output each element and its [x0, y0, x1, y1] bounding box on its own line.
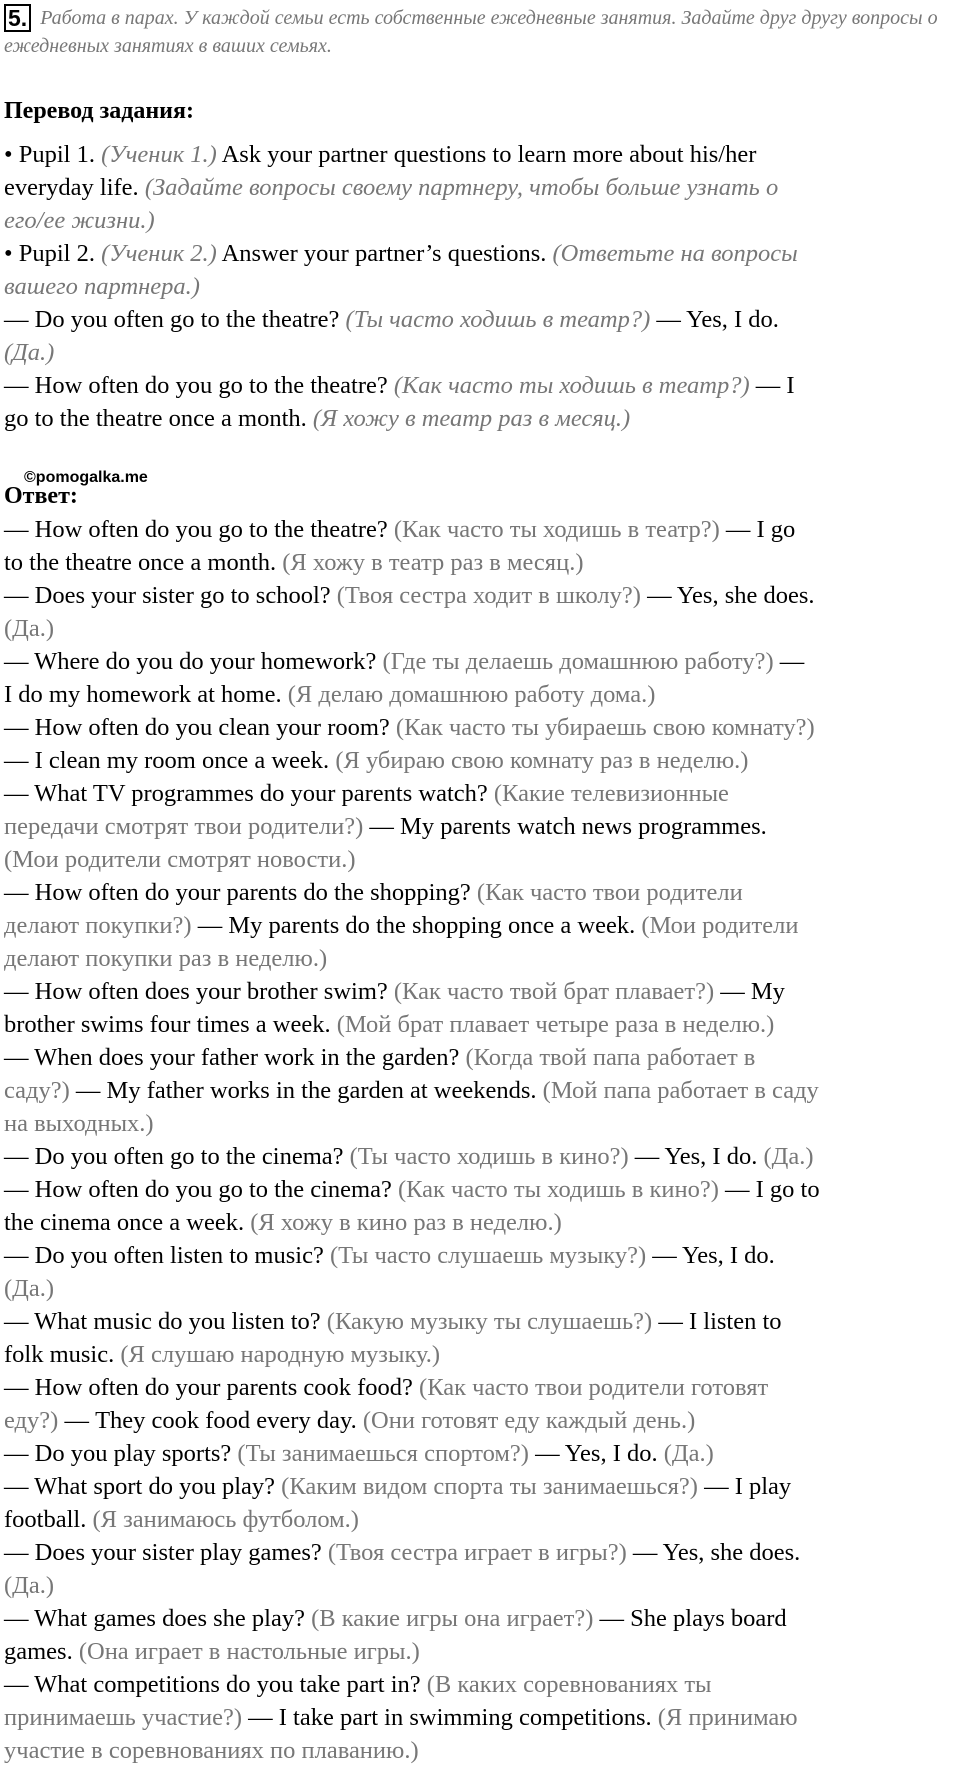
translation-line [4, 369, 956, 402]
english-text: — How often does your brother swim? [4, 978, 394, 1005]
english-text: — Yes, I do. [628, 1143, 764, 1170]
russian-translation: передачи смотрят твои родители?) [4, 813, 364, 840]
english-text: — Do you often go to the cinema? [4, 1143, 350, 1170]
russian-translation: (Да.) [4, 339, 55, 366]
english-text: — What games does she play? [4, 1605, 312, 1632]
english-text: — My parents do the shopping once a week. [191, 912, 642, 939]
english-text: football. [4, 1506, 93, 1533]
russian-translation: (Я принимаю [657, 1704, 798, 1731]
english-text: — Does your sister go to school? [4, 582, 337, 609]
translation-line [4, 237, 956, 270]
english-text: — Does your sister play games? [4, 1539, 328, 1566]
answer-line [4, 942, 956, 975]
translation-line [4, 270, 956, 303]
english-text: — My father works in the garden at weekends. [69, 1077, 543, 1104]
answer-line [4, 744, 956, 777]
english-text: — [773, 648, 805, 675]
russian-translation: (Они готовят еду каждый день.) [362, 1407, 696, 1434]
russian-translation: (Я убираю свою комнату раз в неделю.) [335, 747, 749, 774]
answer-line [4, 1074, 956, 1107]
english-text: — How often do you go to the cinema? [4, 1176, 398, 1203]
russian-translation: (Мои родители [641, 912, 799, 939]
watermark: ©pomogalka.me [24, 469, 148, 486]
answer-line [4, 645, 956, 678]
answer-line [4, 777, 956, 810]
russian-translation: (Ученик 1.) [101, 141, 217, 168]
answer-line [4, 1140, 956, 1173]
answer-line [4, 1305, 956, 1338]
english-text: — Do you often listen to music? [4, 1242, 330, 1269]
english-text: Ask your partner questions to learn more about his/her [216, 141, 757, 168]
english-text: folk music. [4, 1341, 121, 1368]
russian-translation: (Я делаю домашнюю работу дома.) [287, 681, 656, 708]
english-text: I do my homework at home. [4, 681, 288, 708]
answer-line [4, 579, 956, 612]
english-text: — They cook food every day. [58, 1407, 363, 1434]
answer-line [4, 1041, 956, 1074]
task-instruction: Работа в парах. У каждой семьи есть собственные ежедневные занятия. Задайте друг другу вопросы о ежедневных занятиях в ваших семьях. [4, 7, 938, 57]
russian-translation: (Какие телевизионные [493, 780, 729, 807]
answer-line [4, 1272, 956, 1305]
answer-line [4, 1536, 956, 1569]
russian-translation: (Ответьте на вопросы [552, 240, 798, 267]
russian-translation: (Ты часто слушаешь музыку?) [329, 1242, 647, 1269]
russian-translation: (Мои родители смотрят новости.) [4, 846, 356, 873]
english-text: — Yes, she does. [640, 582, 815, 609]
russian-translation: (Да.) [763, 1143, 814, 1170]
russian-translation: (Как часто ты ходишь в театр?) [393, 372, 750, 399]
english-text: — I listen to [652, 1308, 782, 1335]
russian-translation: делают покупки раз в неделю.) [4, 945, 328, 972]
russian-translation: участие в соревнованиях по плаванию.) [4, 1737, 419, 1764]
english-text: — What music do you listen to? [4, 1308, 327, 1335]
translation-line [4, 171, 956, 204]
russian-translation: на выходных.) [4, 1110, 154, 1137]
answer-line [4, 1173, 956, 1206]
english-text: — What TV programmes do your parents watch? [4, 780, 494, 807]
answer-line [4, 1206, 956, 1239]
answer-line [4, 1734, 956, 1767]
english-text: — When does your father work in the garden? [4, 1044, 466, 1071]
translation-block [4, 138, 956, 435]
english-text: brother swims four times a week. [4, 1011, 337, 1038]
russian-translation: еду?) [4, 1407, 59, 1434]
english-text: to the theatre once a month. [4, 549, 283, 576]
answer-line [4, 1239, 956, 1272]
russian-translation: (Да.) [4, 615, 55, 642]
english-text: — Where do you do your homework? [4, 648, 383, 675]
answer-line [4, 1008, 956, 1041]
english-text: — How often do you clean your room? [4, 714, 396, 741]
russian-translation: вашего партнера.) [4, 273, 200, 300]
answer-line [4, 1503, 956, 1536]
english-text: — How often do your parents cook food? [4, 1374, 420, 1401]
english-text: everyday life. [4, 174, 145, 201]
russian-translation: (Какую музыку ты слушаешь?) [326, 1308, 653, 1335]
russian-translation: (Задайте вопросы своему партнеру, чтобы больше узнать о [144, 174, 779, 201]
english-text: — Do you play sports? [4, 1440, 238, 1467]
english-text: • Pupil 2. [4, 240, 102, 267]
answer-line [4, 876, 956, 909]
russian-translation: (Я хожу в кино раз в неделю.) [250, 1209, 562, 1236]
english-text: — I clean my room once a week. [4, 747, 336, 774]
english-text: — My parents watch news programmes. [363, 813, 767, 840]
english-text: go to the theatre once a month. [4, 405, 313, 432]
russian-translation: (Как часто ты убираешь свою комнату?) [395, 714, 815, 741]
translation-line [4, 138, 956, 171]
russian-translation: его/ее жизни.) [4, 207, 155, 234]
russian-translation: (Мой папа работает в саду [542, 1077, 819, 1104]
answer-line [4, 1470, 956, 1503]
english-text: the cinema once a week. [4, 1209, 251, 1236]
russian-translation: (Твоя сестра ходит в школу?) [336, 582, 641, 609]
english-text: • Pupil 1. [4, 141, 102, 168]
english-text: — I [749, 372, 795, 399]
task-header [4, 4, 954, 60]
russian-translation: (Как часто ты ходишь в театр?) [393, 516, 720, 543]
russian-translation: (Да.) [4, 1572, 55, 1599]
russian-translation: (Да.) [663, 1440, 714, 1467]
english-text: — Yes, I do. [646, 1242, 775, 1269]
russian-translation: (Как часто твой брат плавает?) [393, 978, 715, 1005]
translation-heading: Перевод задания: [4, 98, 194, 124]
english-text: — Yes, I do. [650, 306, 779, 333]
answer-line [4, 1668, 956, 1701]
russian-translation: (В какие игры она играет?) [311, 1605, 594, 1632]
english-text: — I play [697, 1473, 792, 1500]
translation-line [4, 402, 956, 435]
russian-translation: (Да.) [4, 1275, 55, 1302]
answer-line [4, 975, 956, 1008]
russian-translation: принимаешь участие?) [4, 1704, 242, 1731]
answer-line [4, 1371, 956, 1404]
english-text: — My [714, 978, 785, 1005]
answer-line [4, 843, 956, 876]
answer-line [4, 546, 956, 579]
answer-heading: Ответ: [4, 483, 78, 509]
russian-translation: (В каких соревнованиях ты [426, 1671, 712, 1698]
russian-translation: (Как часто твои родители [476, 879, 743, 906]
russian-translation: (Ты занимаешься спортом?) [237, 1440, 529, 1467]
english-text: — How often do you go to the theatre? [4, 516, 394, 543]
russian-translation: саду?) [4, 1077, 70, 1104]
translation-line [4, 303, 956, 336]
russian-translation: (Каким видом спорта ты занимаешься?) [281, 1473, 698, 1500]
task-number: 5. [4, 4, 31, 32]
answer-line [4, 1107, 956, 1140]
answer-line [4, 1404, 956, 1437]
english-text: — Yes, I do. [528, 1440, 664, 1467]
russian-translation: (Я занимаюсь футболом.) [92, 1506, 359, 1533]
translation-line [4, 336, 956, 369]
answer-line [4, 711, 956, 744]
english-text: — She plays board [593, 1605, 787, 1632]
russian-translation: (Как часто твои родители готовят [419, 1374, 769, 1401]
russian-translation: (Я хожу в театр раз в месяц.) [312, 405, 631, 432]
russian-translation: (Как часто ты ходишь в кино?) [397, 1176, 719, 1203]
russian-translation: (Она играет в настольные игры.) [78, 1638, 420, 1665]
russian-translation: (Твоя сестра играет в игры?) [327, 1539, 627, 1566]
russian-translation: (Мой брат плавает четыре раза в неделю.) [336, 1011, 775, 1038]
answer-block [4, 513, 956, 1767]
answer-line [4, 513, 956, 546]
answer-line [4, 1338, 956, 1371]
english-text: — Do you often go to the theatre? [4, 306, 346, 333]
answer-line [4, 612, 956, 645]
english-text: — I take part in swimming competitions. [242, 1704, 658, 1731]
russian-translation: (Ты часто ходишь в театр?) [345, 306, 651, 333]
answer-line [4, 1602, 956, 1635]
english-text: — I go to [718, 1176, 820, 1203]
answer-line [4, 1437, 956, 1470]
english-text: — I go [719, 516, 796, 543]
english-text: — What sport do you play? [4, 1473, 282, 1500]
answer-line [4, 1569, 956, 1602]
english-text: — How often do you go to the theatre? [4, 372, 394, 399]
russian-translation: (Где ты делаешь домашнюю работу?) [382, 648, 774, 675]
english-text: — Yes, she does. [626, 1539, 801, 1566]
english-text: Answer your partner’s questions. [216, 240, 553, 267]
answer-line [4, 678, 956, 711]
russian-translation: (Ты часто ходишь в кино?) [349, 1143, 629, 1170]
russian-translation: (Когда твой папа работает в [465, 1044, 756, 1071]
answer-line [4, 909, 956, 942]
russian-translation: делают покупки?) [4, 912, 192, 939]
english-text: games. [4, 1638, 79, 1665]
russian-translation: (Я слушаю народную музыку.) [120, 1341, 441, 1368]
answer-line [4, 1701, 956, 1734]
answer-line [4, 1635, 956, 1668]
russian-translation: (Ученик 2.) [101, 240, 217, 267]
answer-line [4, 810, 956, 843]
english-text: — How often do your parents do the shopping? [4, 879, 477, 906]
english-text: — What competitions do you take part in? [4, 1671, 427, 1698]
translation-line [4, 204, 956, 237]
russian-translation: (Я хожу в театр раз в месяц.) [282, 549, 584, 576]
